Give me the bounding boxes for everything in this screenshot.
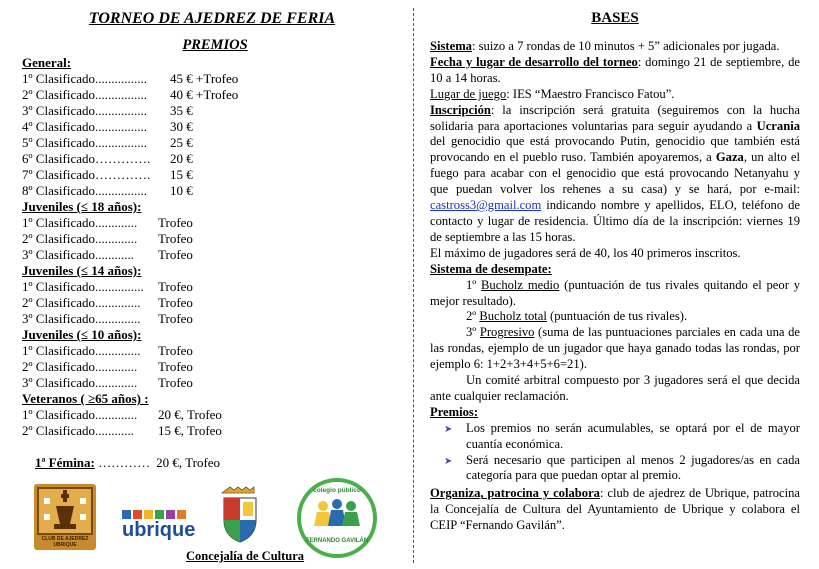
prize-value: Trofeo bbox=[158, 279, 193, 294]
organiza-text: : club de ajedrez de Ubrique, patrocina la Concejalía de Cultura del Ayuntamiento de Ubrique y colabora el CEIP “Fernando Gavilán”. bbox=[430, 486, 800, 533]
tournament-title: TORNEO DE AJEDREZ DE FERIA bbox=[88, 10, 336, 27]
organiza-label: Organiza, patrocina y colabora bbox=[430, 486, 600, 501]
prize-section-header: Veteranos ( ≥65 años) : bbox=[22, 391, 149, 406]
d1-num: 1º bbox=[466, 277, 482, 292]
prize-row bbox=[22, 375, 408, 391]
d3-text: (suma de las puntuaciones parciales en cada una de las rondas, ejemplo de un jugador que haya ganado todas las rondas, por ejemplo 6: 1+2+3+4+5+6=21). bbox=[430, 325, 800, 372]
prize-value: 30 € bbox=[170, 119, 193, 134]
prize-value: 40 € +Trofeo bbox=[170, 87, 239, 102]
logos-strip bbox=[22, 482, 402, 562]
prize-row bbox=[22, 343, 408, 359]
sistema-paragraph bbox=[430, 39, 800, 55]
prize-value: 35 € bbox=[170, 103, 193, 118]
ubrique-icons bbox=[122, 510, 202, 519]
prize-row bbox=[22, 167, 408, 183]
column-divider bbox=[413, 8, 414, 563]
lugar-text: : IES “Maestro Francisco Fatou”. bbox=[506, 86, 675, 101]
prize-row bbox=[22, 87, 408, 103]
prize-section-header: Juveniles (≤ 10 años): bbox=[22, 327, 142, 342]
prize-value: Trofeo bbox=[158, 215, 193, 230]
desempate-label: Sistema de desempate: bbox=[430, 261, 552, 276]
prize-position: 2º Clasificado.............. bbox=[22, 295, 141, 310]
prize-position: 2º Clasificado............. bbox=[22, 231, 138, 246]
prize-row bbox=[22, 231, 408, 247]
prize-value: 15 €, Trofeo bbox=[158, 423, 222, 438]
fecha-paragraph bbox=[430, 55, 800, 87]
prize-position: 3º Clasificado................ bbox=[22, 103, 147, 118]
prize-row bbox=[22, 151, 408, 167]
prize-row bbox=[22, 119, 408, 135]
d2-num: 2º bbox=[466, 309, 480, 324]
premios-title: PREMIOS bbox=[182, 37, 248, 53]
prize-position: 1º Clasificado............... bbox=[22, 279, 144, 294]
desempate-item-3 bbox=[430, 325, 800, 373]
femina-prize: 20 €, Trofeo bbox=[156, 455, 221, 470]
prize-row bbox=[22, 279, 408, 295]
premios-bullet-1-text: Los premios no serán acumulables, se optará por el de mayor cuantía económica. bbox=[466, 420, 800, 451]
fecha-label: Fecha y lugar de desarrollo del torneo bbox=[430, 54, 638, 69]
children-figures-icon bbox=[301, 498, 373, 538]
prize-value: 20 €, Trofeo bbox=[158, 407, 222, 422]
inscripcion-text-d: indicando nombre y apellidos, ELO, teléfono de contacto y lugar de residencia. Último día de la inscripción: viernes 19 de septiembre a las 15 horas. bbox=[430, 198, 800, 244]
prize-value: Trofeo bbox=[158, 359, 193, 374]
prize-position: 1º Clasificado................ bbox=[22, 71, 147, 86]
premios-bullet-2 bbox=[430, 453, 800, 485]
prize-row bbox=[22, 359, 408, 375]
colegio-bottom-text: FERNANDO GAVILÁN bbox=[305, 538, 369, 544]
prize-position: 2º Clasificado............. bbox=[22, 359, 138, 374]
prize-position: 2º Clasificado............ bbox=[22, 423, 134, 438]
prize-position: 4º Clasificado................ bbox=[22, 119, 147, 134]
femina-label: 1ª Fémina: bbox=[35, 455, 95, 470]
coat-of-arms-icon bbox=[220, 486, 260, 544]
prize-value: Trofeo bbox=[158, 375, 193, 390]
prize-row bbox=[22, 423, 408, 439]
club-ajedrez-text: CLUB DE AJEDREZ UBRIQUE bbox=[41, 536, 89, 548]
inscripcion-text-a: : la inscripción será gratuita (seguiremos con la hucha solidaria para aportaciones voluntarias para seguir ayudando a bbox=[430, 102, 800, 133]
desempate-header bbox=[430, 262, 800, 278]
prize-value: Trofeo bbox=[158, 231, 193, 246]
ubrique-logo bbox=[122, 510, 202, 550]
inscripcion-text-b: del genocidio que está provocando Putin, genocidio que también está provocando en el pueblo ruso. También apoyaremos, a bbox=[430, 134, 800, 165]
prize-section-header: General: bbox=[22, 55, 72, 70]
concejalia-label: Concejalía de Cultura bbox=[186, 549, 305, 563]
prize-value: 20 € bbox=[170, 151, 193, 166]
maximo-paragraph: El máximo de jugadores será de 40, los 40 primeros inscritos. bbox=[430, 245, 741, 260]
prize-value: 25 € bbox=[170, 135, 193, 150]
prize-position: 3º Clasificado.............. bbox=[22, 311, 141, 326]
ucrania-text: Ucrania bbox=[756, 118, 800, 133]
prize-value: Trofeo bbox=[158, 295, 193, 310]
prize-row bbox=[22, 215, 408, 231]
d1-text: (puntuación de tus rivales quitando el peor y mejor resultado). bbox=[430, 277, 801, 308]
premios-bullet-2-text: Será necesario que participen al menos 2 jugadores/as en cada categoría para que puedan optar al premio. bbox=[466, 452, 800, 483]
bullet-arrow-icon: ➤ bbox=[444, 423, 453, 435]
femina-dots: ………… bbox=[94, 455, 151, 470]
prize-value: 10 € bbox=[170, 183, 193, 198]
colegio-top-text: colegio público bbox=[313, 487, 361, 494]
premios-header bbox=[430, 405, 800, 421]
club-ajedrez-logo bbox=[34, 484, 96, 550]
ubrique-wordmark: ubrique bbox=[122, 519, 196, 541]
d2-text: (puntuación de tus rivales). bbox=[546, 309, 688, 324]
prize-row bbox=[22, 407, 408, 423]
gaza-text: Gaza bbox=[715, 150, 744, 165]
d1-label: Bucholz medio bbox=[481, 277, 560, 292]
prize-position: 8º Clasificado................ bbox=[22, 183, 147, 198]
prize-position: 1º Clasificado............. bbox=[22, 215, 138, 230]
prize-row bbox=[22, 103, 408, 119]
prize-position: 1º Clasificado............. bbox=[22, 407, 138, 422]
inscripcion-paragraph bbox=[430, 103, 800, 246]
premios-label: Premios: bbox=[430, 404, 479, 419]
desempate-item-2 bbox=[430, 309, 800, 325]
prize-position: 1º Clasificado.............. bbox=[22, 343, 141, 358]
fecha-text: : domingo 21 de septiembre, de 10 a 14 horas. bbox=[430, 54, 800, 85]
prize-row bbox=[22, 295, 408, 311]
prize-row bbox=[22, 71, 408, 87]
prize-position: 3º Clasificado............ bbox=[22, 247, 134, 262]
d2-label: Bucholz total bbox=[479, 309, 547, 324]
prize-position: 5º Clasificado................ bbox=[22, 135, 147, 150]
prize-row bbox=[22, 135, 408, 151]
prize-row bbox=[22, 311, 408, 327]
prize-section-header: Juveniles (≤ 14 años): bbox=[22, 263, 142, 278]
prize-position: 2º Clasificado................ bbox=[22, 87, 147, 102]
d3-label: Progresivo bbox=[479, 325, 535, 340]
bullet-arrow-icon: ➤ bbox=[444, 455, 453, 467]
prize-list bbox=[22, 55, 408, 439]
prize-value: Trofeo bbox=[158, 343, 193, 358]
d3-num: 3º bbox=[466, 325, 480, 340]
colegio-logo bbox=[297, 478, 377, 558]
sistema-text: : suizo a 7 rondas de 10 minutos + 5” adicionales por jugada. bbox=[471, 39, 780, 53]
prize-value: 15 € bbox=[170, 167, 193, 182]
prize-row bbox=[22, 247, 408, 263]
lugar-paragraph bbox=[430, 87, 800, 103]
comite-paragraph: Un comité arbitral compuesto por 3 jugadores será el que decida ante cualquier reclamación. bbox=[430, 373, 800, 403]
prize-row bbox=[22, 183, 408, 199]
bases-title: BASES bbox=[591, 10, 639, 26]
sistema-label: Sistema bbox=[430, 39, 472, 53]
desempate-item-1 bbox=[430, 278, 800, 310]
prize-position: 3º Clasificado............. bbox=[22, 375, 138, 390]
prize-position: 6º Clasificado…………. bbox=[22, 151, 151, 166]
left-column bbox=[22, 10, 408, 487]
prize-value: Trofeo bbox=[158, 247, 193, 262]
coat-of-arms-logo bbox=[220, 486, 260, 544]
prize-value: 45 € +Trofeo bbox=[170, 71, 239, 86]
inscripcion-label: Inscripción bbox=[430, 102, 491, 117]
prize-position: 7º Clasificado…………. bbox=[22, 167, 151, 182]
prize-value: Trofeo bbox=[158, 311, 193, 326]
premios-bullet-1 bbox=[430, 421, 800, 453]
prize-section-header: Juveniles (≤ 18 años): bbox=[22, 199, 142, 214]
organiza-paragraph bbox=[430, 486, 800, 534]
inscripcion-text-c: , un alto el fuego para acabar con el genocidio que está provocando Netanyahu y que puedan volver los rehenes a su casa) y se hará, por e-mail: bbox=[430, 150, 800, 197]
right-column bbox=[430, 10, 800, 534]
lugar-label: Lugar de juego bbox=[430, 86, 507, 101]
email-link[interactable]: castross3@gmail.com bbox=[430, 198, 542, 213]
